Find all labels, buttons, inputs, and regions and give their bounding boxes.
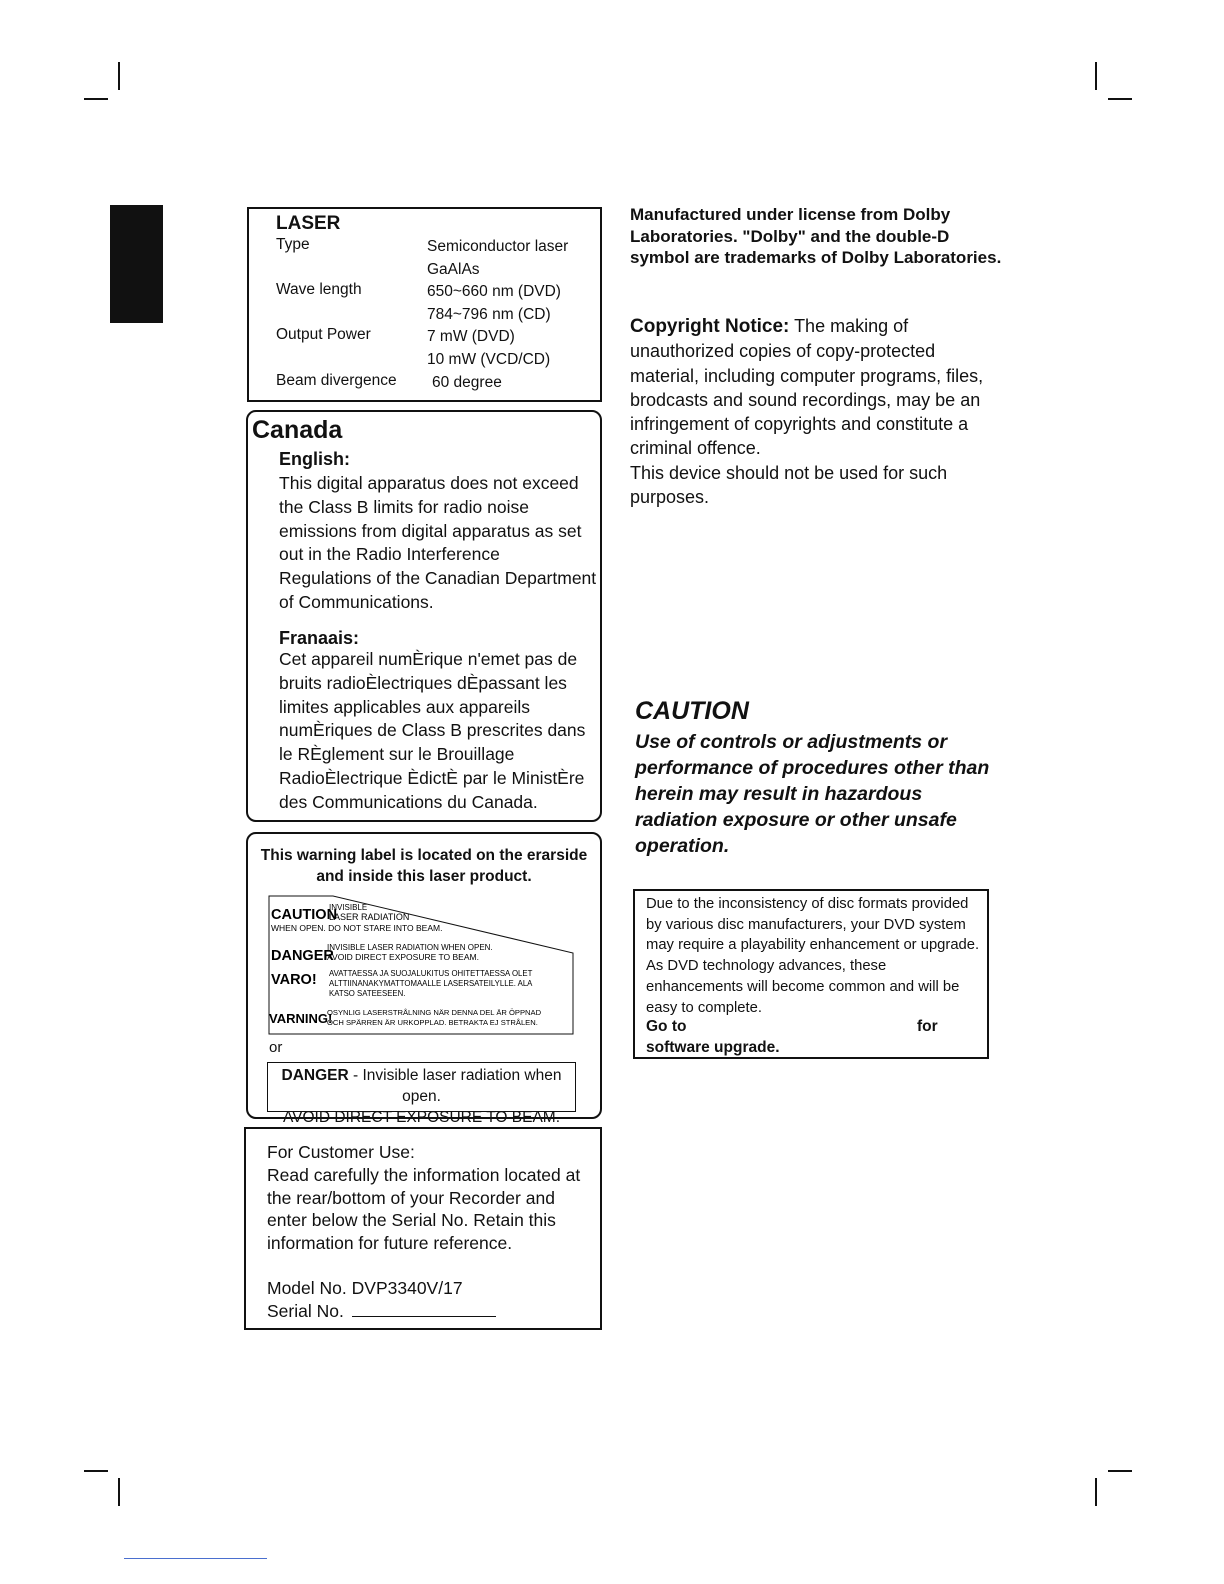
laser-type-value: Semiconductor laser GaAlAs	[427, 238, 569, 278]
sticker-caution-word: CAUTION	[271, 907, 338, 923]
sticker-varning-word: VARNING!	[269, 1011, 333, 1026]
caution-text: Use of controls or adjustments or performance of procedures other than herein may result in hazardous radiation exposure or other unsafe operation.	[635, 731, 990, 857]
warning-label-box	[246, 832, 602, 1126]
crop-mark	[118, 62, 120, 90]
danger-label	[267, 1062, 576, 1126]
sticker-caution-small-2: LASER RADIATION	[329, 912, 410, 922]
crop-mark	[1095, 62, 1097, 90]
sticker-caution-small-1: INVISIBLE	[329, 903, 368, 912]
laser-title: LASER	[276, 213, 341, 234]
crop-mark	[1108, 98, 1132, 100]
customer-line-1: For Customer Use:	[267, 1142, 415, 1162]
serial-blank-line	[352, 1302, 496, 1317]
disc-text: Due to the inconsistency of disc formats provided by various disc manufacturers, your DVD system may require a playability enhancement or upgrade. As DVD technology advances, these enhancements will become common and will be easy to complete.	[646, 896, 980, 1016]
copyright-text: The making of unauthorized copies of copy-protected material, including computer programs, files, brodcasts and sound recordings, may be an infringement of copyrights and constitute a criminal offence.	[630, 316, 984, 459]
canada-notice-box	[246, 410, 602, 822]
sticker-varo-small-1: AVATTAESSA JA SUOJALUKITUS OHITETTAESSA OLET	[329, 969, 533, 978]
sticker-varo-word: VARO!	[271, 972, 317, 988]
serial-number	[267, 1300, 597, 1323]
danger-label-text: - Invisible laser radiation when open.	[348, 1067, 562, 1105]
laser-type-label: Type	[276, 236, 310, 253]
laser-beam-label: Beam divergence	[276, 372, 397, 389]
sticker-danger-word: DANGER	[271, 948, 334, 964]
or-text: or	[269, 1039, 283, 1056]
model-label: Model No.	[267, 1278, 347, 1298]
crop-mark	[118, 1478, 120, 1506]
crop-mark	[1108, 1470, 1132, 1472]
caution-title: CAUTION	[635, 697, 749, 725]
sticker-danger-small-1: INVISIBLE LASER RADIATION WHEN OPEN.	[327, 943, 493, 952]
crop-mark	[1095, 1478, 1097, 1506]
laser-warning-sticker	[267, 895, 575, 1035]
sticker-varo-small-3: KATSO SATEESEEN.	[329, 989, 406, 998]
laser-wave-label: Wave length	[276, 281, 362, 298]
bottom-rule	[124, 1558, 267, 1559]
english-text: This digital apparatus does not exceed the Class B limits for radio noise emissions from digital apparatus as set out in the Radio Interference Regulations of the Canadian Department of Communications.	[279, 473, 597, 612]
customer-use-box	[244, 1127, 602, 1330]
canada-title: Canada	[252, 416, 343, 444]
dolby-notice: Manufactured under license from Dolby Laboratories. "Dolby" and the double-D symbol are trademarks of Dolby Laboratories.	[630, 205, 1002, 267]
disc-upgrade: software upgrade.	[646, 1039, 780, 1056]
warning-heading: This warning label is located on the erarside and inside this laser product.	[260, 847, 588, 885]
model-value: DVP3340V/17	[351, 1278, 463, 1298]
model-number	[267, 1277, 597, 1300]
french-text: Cet appareil numÈrique n'emet pas de bruits radioÈlectriques dÈpassant les limites applicables aux appareils numÈriques de Class B prescrites dans le RÈglement sur le Brouillage RadioÈlectrique ÈdictÈ par le MinistÈre des Communications du Canada.	[279, 649, 586, 812]
copyright-heading: Copyright Notice:	[630, 316, 790, 337]
copyright-notice	[630, 314, 1000, 509]
sticker-caution-small-3: WHEN OPEN. DO NOT STARE INTO BEAM.	[271, 923, 443, 933]
customer-text: Read carefully the information located at the rear/bottom of your Recorder and enter below the Serial No. Retain this information for future reference.	[267, 1165, 581, 1254]
crop-mark	[84, 1470, 108, 1472]
sticker-varo-small-2: ALTTIINANAKYMATTOMAALLE LASERSATEILYLLE. ALA	[329, 979, 533, 988]
laser-beam-value: 60 degree	[432, 374, 502, 391]
french-heading: Franaais:	[279, 628, 360, 648]
copyright-text-2: This device should not be used for such purposes.	[630, 462, 948, 508]
disc-upgrade-box	[633, 889, 989, 1059]
disc-goto: Go to	[646, 1018, 687, 1035]
laser-power-label: Output Power	[276, 326, 371, 343]
laser-wave-value: 650~660 nm (DVD) 784~796 nm (CD)	[427, 283, 561, 323]
language-tab	[110, 205, 163, 323]
danger-label-word: DANGER	[281, 1067, 349, 1084]
sticker-varning-small-2: OCH SPÄRREN ÄR URKOPPLAD. BETRAKTA EJ STRÅLEN.	[327, 1018, 538, 1027]
crop-mark	[84, 98, 108, 100]
sticker-danger-small-2: AVOID DIRECT EXPOSURE TO BEAM.	[327, 952, 479, 962]
sticker-varning-small-1: OSYNLIG LASERSTRÅLNING NÄR DENNA DEL ÄR ÖPPNAD	[327, 1008, 542, 1017]
english-heading: English:	[279, 449, 350, 469]
disc-for: for	[917, 1018, 938, 1035]
danger-label-line2: AVOID DIRECT EXPOSURE TO BEAM.	[282, 1109, 561, 1126]
laser-spec-box	[247, 207, 602, 402]
laser-power-value: 7 mW (DVD) 10 mW (VCD/CD)	[427, 328, 551, 368]
serial-label: Serial No.	[267, 1301, 344, 1321]
